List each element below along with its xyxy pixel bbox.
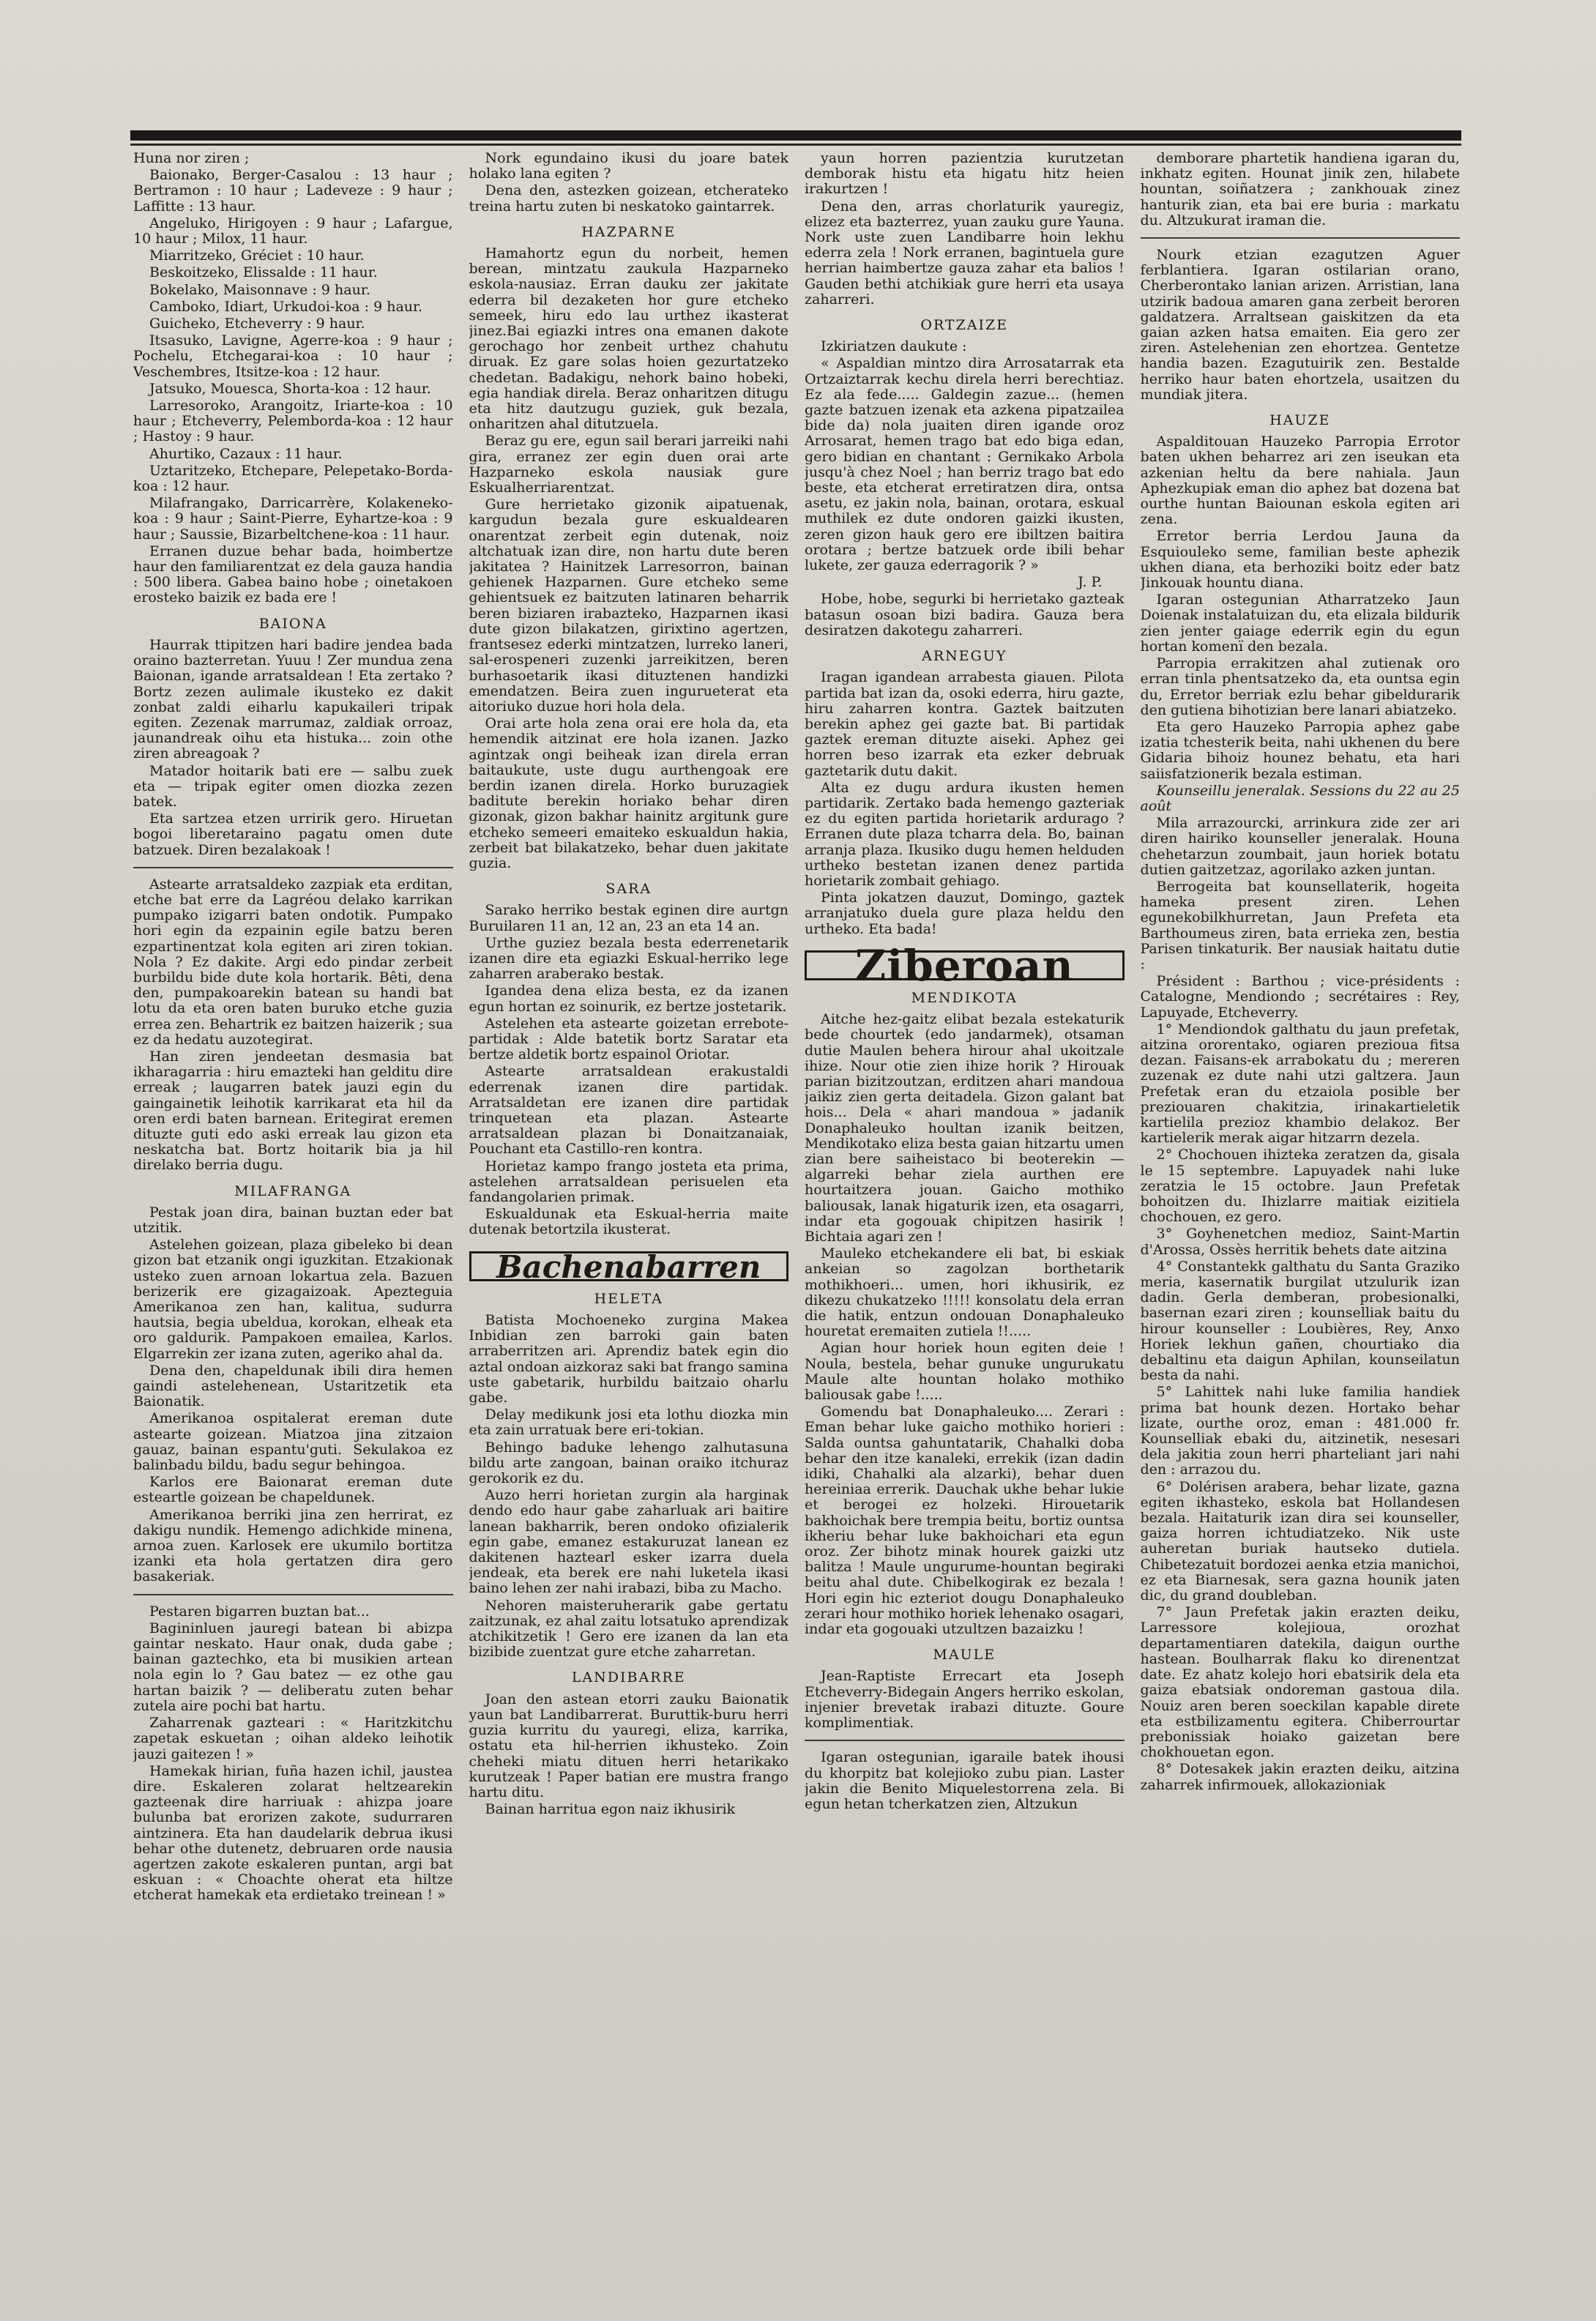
paragraph: Bokelako, Maisonnave : 9 haur. [149, 281, 370, 298]
paragraph: Beraz gu ere, egun sail berari jarreiki nahi gira, erranez zer egin duen orai arte Hazparneko eskola nausiak gure Eskualherriarentzat. [469, 433, 788, 496]
paragraph: Nehoren maisteruherarik gabe gertatu zaitzunak, ez ahal zaitu lotsatuko aprendizak atchikitzetik ! Gero ere izanen da lan eta bizibide zuentzat gure etche zaharretan. [469, 1597, 788, 1661]
columns [133, 151, 1460, 2292]
paragraph: Président : Barthou ; vice-présidents : Catalogne, Mendiondo ; secrétaires : Rey, Lapuyade, Etcheverry. [1140, 973, 1460, 1021]
paragraph: 7° Jaun Prefetak jakin erazten deiku, Larressore kolejioua, orozhat departamentiaren datekila, daigun ourthe hastean. Boulharrak flaku ko direnentzat date. Ez ahatz kolejo hori ebatsirik dela eta gaiza ebatsiak ondoreman gastoua dila. Nouiz aren beren soeckilan kapable direte eta estbilizamentu egitera. Chiberrourtar prebonissiak hoiako gaizetan bere chokhouetan egon. [1140, 1604, 1460, 1761]
paragraph: Sarako herriko bestak eginen dire aurtgn Buruilaren 11 an, 12 an, 23 an eta 14 an. [469, 902, 788, 934]
paragraph: Han ziren jendeetan desmasia bat ikharagarria : hiru emazteki han gelditu dire erreak ; laugarren batek jauzi egin du gaingainetik leihotik karrikarat eta hil da oren erdi baten barnean. Eritegirat eremen dituzte guti edo aski erreak lau gizon eta neskatcha bat. Bortz hoitarik bia ja hil direlako berria dugu. [133, 1048, 453, 1174]
paragraph: Astearte arratsaldeko zazpiak eta erditan, etche bat erre da Lagréou delako karrikan pumpako izigarri baten ondotik. Pumpako hori egin da ezpainin egile batzu beren ezpartinentzat kola egiten ari ziren tokian. Nola ? Ez dakite. Argi edo pindar zerbeit burbildu bide dute kola hortarik. Bêti, dena den, pumpakoarekin batean su handi bat lotu da eta oren baten buruko etche guzia errea zen. Behartrik ez baitzen haizerik ; sua ez da hedatu auzotegirat. [133, 876, 453, 1048]
paragraph: Haurrak ttipitzen hari badire jendea bada oraino bazterretan. Yuuu ! Zer mundua zena Baionan, igande arratsaldean ! Eta zertako ? Bortz zezen aulimale ikusteko ez dakit zonbat zaldi eiharlu kapukaileri tripak egiten. Zezenak marrumaz, zaldiak orroaz, jaunandreak oihu eta histuka... zoin othe ziren abreagoak ? [133, 636, 453, 762]
paragraph: Aspalditouan Hauzeko Parropia Errotor baten ukhen beharrez ari zen iseukan eta azkenian heltu da bere nahiala. Jaun Aphezkupiak eman dio aphez bat dozena bat ourthe huntan Baiounan eskola egiten ari zena. [1140, 433, 1460, 528]
paragraph: Izkiriatzen daukute : [821, 338, 967, 355]
paragraph: Eta gero Hauzeko Parropia aphez gabe izatia tchesterik beita, nahi ukhenen du bere Gidaria bihoiz hounez behatu, eta hari saiisfatzionerik bezala estiman. [1140, 718, 1460, 782]
section-heading: ARNEGUY [922, 648, 1007, 665]
paragraph: Gomendu bat Donaphaleuko.... Zerari : Eman behar luke gaicho mothiko horieri : Salda ountsa gahuntatarik, Chahalki doba behar den itze kanaleki, errekik (izan dadin idiki, Chahalki ala alzarki), behar duen hereiniaa errerik. Dauchak ukhe behar lukie et berogei ez holzeki. Hirouetarik bakhoichak bere trempia beitu, bortiz ountsa ikheriu behar luke bakhoichari eta egun oroz. Zer bihotz minak hourek gaizki utz balitza ! Maule ungurume-hountan begiraki beitu ahal dute. Chibelkogirak ez bezala ! Hori egin hic ezteriot dougu Donaphaleuko zerari hour mothiko horiek lehenako osagari, indar eta gogouaki utzultzen bazaizku ! [805, 1404, 1125, 1638]
paragraph: Uztaritzeko, Etchepare, Pelepetako-Borda-koa : 12 haur. [133, 462, 453, 495]
section-heading: LANDIBARRE [571, 1669, 686, 1686]
paragraph: Joan den astean etorri zauku Baionatik yaun bat Landibarrerat. Buruttik-buru herri guzia kurritu du yauregi, eliza, karrika, ostatu eta hil-herrien ikhusteko. Zoin cheheki miatu dituen herri hetarikako kurutzeak ! Paper batian ere mustra frango hartu ditu. [469, 1691, 788, 1800]
region-banner: Bachenabarren [469, 1251, 789, 1281]
paragraph: Kounseillu jeneralak. Sessions du 22 au 25 août [1140, 782, 1460, 814]
paragraph: Igaran ostegunian Atharratzeko Jaun Doienak instalatuizan du, eta elizala bildurik zien jenter gaiage ederrik egin du egun hortan komenï den bezala. [1140, 592, 1460, 655]
paragraph: Mauleko etchekandere eli bat, bi eskiak ankeian so zagolzan borthetarik mothikhoeri... umen, hori ikhusirik, ez dikezu chukatzeko !!!!! konsolatu dela erran die hatik, entzun ondouan Donaphaleuko houretat eremaiten zutiela !!..... [805, 1245, 1125, 1340]
column-4 [1141, 151, 1461, 2292]
paragraph: 2° Chochouen ihizteka zeratzen da, gisala le 15 septembre. Lapuyadek nahi luke zeratzia le 15 octobre. Jaun Prefetak bohoitzen du. Ihizlarre maitiak eizitiela chochouen, ez gero. [1140, 1147, 1460, 1226]
section-heading: HELETA [594, 1290, 663, 1307]
paragraph: Eta sartzea etzen urririk gero. Hiruetan bogoi liberetaraino pagatu omen dute batzuek. Diren bezalakoak ! [133, 811, 453, 858]
paragraph: Jean-Raptiste Errecart eta Joseph Etcheverry-Bidegain Angers herriko eskolan, injenier brevetak irabazi dituzte. Goure komplimentiak. [805, 1668, 1125, 1732]
section-heading: HAUZE [1269, 412, 1331, 429]
paragraph: Parropia errakitzen ahal zutienak oro erran tinla phentsatzeko da, eta ountsa egin du, Erretor berriak ezlu behar gibeldurarik den gutiena bihotizian bere lanari abiatzeko. [1140, 655, 1460, 718]
paragraph: Aitche hez-gaitz elibat bezala estekaturik bede chourtek (edo jandarmek), otsaman dutie Maulen behera hirour ahal ukoitzale ihize. Nour otie zien ihize horik ? Hirouak parian bizitzoutzan, erditzen ahari mandoua jaikiz zien gerta deitadela. Gizon galant bat hois... Dela « ahari mandoua » jadanik Donaphaleuko houltan izanik beitzen, Mendikotako eliza besta gaian hitzartu umen zian bere saiheistaco bi beoterekin — algarreki behar ziela aurthen ere hourtaitzera jouan. Gaicho mothiko baliousak, lanak higaturik izen, eta osagarri, indar eta gogouak chipitzen hasirik ! Bichtaia agari zen ! [805, 1011, 1125, 1245]
paragraph: Ahurtiko, Cazaux : 11 haur. [149, 445, 343, 462]
paragraph: Karlos ere Baionarat ereman dute esteartle goizean be chapeldunek. [133, 1474, 453, 1506]
paragraph: Guicheko, Etcheverry : 9 haur. [149, 316, 365, 332]
paragraph: Miarritzeko, Gréciet : 10 haur. [149, 247, 365, 264]
paragraph: Matador hoitarik bati ere — salbu zuek eta — tripak egiter omen diozka zezen batek. [133, 762, 453, 810]
paragraph: Jatsuko, Mouesca, Shorta-koa : 12 haur. [149, 380, 431, 397]
section-heading: MAULE [933, 1647, 996, 1664]
section-heading: BAIONA [258, 615, 327, 632]
paragraph: Dena den, chapeldunak ibili dira hemen gaindi astelehenean, Ustaritzetik eta Baionatik. [133, 1362, 453, 1410]
paragraph: Delay medikunk josi eta lothu diozka min eta zain urratuak bere eri-tokian. [469, 1407, 788, 1439]
paragraph: Bagininluen jauregi batean bi abizpa gaintar neskato. Haur onak, duda gabe ; bainan gaztechko, eta bi musikien artean nola egin lo ? Gau batez — ez othe gau hartan baizik ? — deliberatu zuten behar zutela aire pochi bat hartu. [133, 1620, 453, 1714]
paragraph: 4° Constantekk galthatu du Santa Graziko meria, kasernatik burgilat utzulurik izan dadin. Gerla demberan, probesionalki, basernan ezari ziren ; kounselliak baitu du hirour kounseller : Loubières, Rey, Anxo Horiek lekhun gañen, chourtiako dia debaltinu eta daigun Aphilan, kounseilatun besta da nahi. [1140, 1258, 1460, 1384]
paragraph: Milafrangako, Darricarrère, Kolakeneko-koa : 9 haur ; Saint-Pierre, Eyhartze-koa : 9 haur ; Saussie, Bizarbeltchene-koa : 11 haur. [133, 495, 453, 543]
paragraph: demborare phartetik handiena igaran du, inkhatz egiten. Hounat jinik zen, hilabete hountan, soiñatzera ; zankhouak zinez hanturik zian, eta bai ere buria : markatu du. Altzukurat iraman die. [1140, 151, 1460, 228]
section-heading: ORTZAIZE [920, 317, 1009, 334]
paragraph: yaun horren pazientzia kurutzetan demborak histu eta higatu hitz heien irakurtzen ! [805, 151, 1125, 198]
column-3 [805, 151, 1125, 2292]
paragraph: Eskualdunak eta Eskual-herria maite dutenak betortzila ikusterat. [469, 1206, 788, 1238]
paragraph: Amerikanoa ospitalerat ereman dute astearte goizean. Miatzoa jina zitzaion gauaz, bainan espantu'guti. Sekulakoa ez balinbadu bildu, badu segur behingoa. [133, 1410, 453, 1474]
paragraph: Itsasuko, Lavigne, Agerre-koa : 9 haur ; Pochelu, Etchegarai-koa : 10 haur ; Veschembres, Itsitze-koa : 12 haur. [133, 332, 453, 380]
paragraph: Hobe, hobe, segurki bi herrietako gazteak batasun osoan bizi badira. Gauza bera desiratzen dakotegu zaharreri. [805, 591, 1125, 638]
column-2 [469, 151, 789, 2292]
paragraph: « Aspaldian mintzo dira Arrosatarrak eta Ortzaiztarrak kechu direla herri berechtiaz. Ez ala fede..... Galdegin zazue... (hemen gazte batzuen izenak eta azkena pipatzailea bide da) nola juaiten diren igande oroz Arrosarat, hemen trago bat edo biga edan, gero bidian en chantant : Gernikako Arbola jusqu'à chez Noel ; han berriz trago bat edo beste, eta etcherat erretiratzen dira, ontsa asetu, ez jakin nola, bainan, orotara, eskual muthilek ez dute ondoren gaizki ikusten, zeren gizon hauk gero ere ibiltzen baitira orotara ; bertze batzuek orde ibili behar lukete, zer gauza ederragorik ? » [805, 355, 1125, 574]
paragraph: Orai arte hola zena orai ere hola da, eta hemendik aitzinat ere hola izanen. Jazko agintzak ongi beiheak izan direla erran baitaukute, uste dugu aurthengoak ere berdin izanen direla. Horko buruzagiek baditute berekin horiako behar diren gizonak, gizon bakhar hainitz argitunk gure etcheko semeeri emaiteko eskualdun hakia, zerbeit bat bilakatzeko, behar duen jakitate guzia. [469, 715, 788, 871]
paragraph: Berrogeita bat kounsellaterik, hogeita hameka present ziren. Lehen egunekobilkhurretan, Jaun Prefeta eta Barthoumeus ziren, bata errieka zen, bestia Parisen tinkaturik. Ber nausiak haitatu dutie : [1140, 878, 1460, 972]
paragraph: Nourk etzian ezagutzen Aguer ferblantiera. Igaran ostilarian orano, Cherberontako lanian arizen. Arristian, lana utzirik badoua amaren gana zerbeit beroren galdatzera. Arraltsean gaiskitzen da eta gaian azken hatsa emaiten. Eia gero zer ziren. Astelehenian zen ehortzea. Gentetze handia bazen. Ezagutuirik zen. Bestalde herriko haur baten ehortzela, usaitzen du mundiak jitera. [1140, 247, 1460, 403]
paragraph: Mila arrazourcki, arrinkura zide zer ari diren hairiko kounseller jeneralak. Houna chehetarzun zoumbait, jaun horiek botatu dutien gaitzetzaz, agorilako azken juntan. [1140, 815, 1460, 878]
paragraph: Larresoroko, Arangoitz, Iriarte-koa : 10 haur ; Etcheverry, Pelemborda-koa : 12 haur ; Hastoy : 9 haur. [133, 398, 453, 445]
section-heading: MENDIKOTA [911, 989, 1018, 1006]
paragraph: 8° Dotesakek jakin erazten deiku, aitzina zaharrek infirmouek, allokazioniak [1140, 1761, 1460, 1793]
top-rule [130, 130, 1461, 141]
paragraph: 3° Goyhenetchen medioz, Saint-Martin d'Arossa, Ossès herritik behets date aitzina [1140, 1226, 1460, 1258]
paragraph: Amerikanoa berriki jina zen herrirat, ez dakigu nundik. Hemengo adichkide minena, arnoa zuen. Karlosek ere ukumilo bortitza izanki eta hola gertatzen dira gero basakeriak. [133, 1506, 453, 1585]
paragraph: Erretor berria Lerdou Jauna da Esquiouleko seme, familian beste aphezik ukhen diana, eta berhoziki boitz eder batz Jinkouak hountu diana. [1140, 528, 1460, 592]
paragraph: Batista Mochoeneko zurgina Makea Inbidian zen barroki gain baten arraberritzen ari. Aprendiz batek egin dio aztal ondoan aizkoraz saki bat frango samina uste gabetarik, hurbildu baitzaio oharlu gabe. [469, 1312, 788, 1407]
paragraph: Alta ez dugu ardura ikusten hemen partidarik. Zertako bada hemengo gazteriak ez du egiten partida horietarik ardurago ? Erranen dute plaza tcharra dela. Bo, bainan arranja plaza. Ikusiko dugu hemen helduden urtheko bestetan izanen denez partida horietarik zombait gehiago. [805, 779, 1125, 889]
paragraph: Camboko, Idiart, Urkudoi-koa : 9 haur. [149, 298, 423, 315]
separator [133, 867, 453, 868]
section-heading: MILAFRANGA [234, 1182, 352, 1199]
paragraph: Auzo herri horietan zurgin ala harginak dendo edo haur gabe zaharluak ari baitire lanean bakharrik, beren ondoko ofizialerik egin gabe, emanez estakuruzat lanean ez dakitenen haztearl esker izarra duela jendeak, eta berek ere nahi luketela ikasi baino lehen zer nahi irabazi, biba zu Macho. [469, 1487, 788, 1597]
paragraph: Pinta jokatzen dauzut, Domingo, gaztek arranjatuko duela gure plaza heldu den urtheko. Eta bada! [805, 890, 1125, 937]
column-1 [133, 151, 453, 2292]
paragraph: Urthe guziez bezala besta ederrenetarik izanen dire eta egiazki Eskual-herriko lege zaharren araberako bestak. [469, 934, 788, 983]
paragraph: 5° Lahittek nahi luke familia handiek prima bat hounk dezen. Hortako behar lizate, ourthe oroz, eman : 481.000 fr. Kounselliak ebaki du, aitzinetik, nesesari dela jakitia zoun herri pharteliant jari nahi den : arrazou du. [1140, 1384, 1460, 1478]
paragraph: Igandea dena eliza besta, ez da izanen egun hortan ez soinurik, ez bertze jostetarik. [469, 983, 788, 1015]
paragraph: Baionako, Berger-Casalou : 13 haur ; Bertramon : 10 haur ; Ladeveze : 9 haur ; Laffitte : 13 haur. [133, 167, 453, 215]
paragraph: Pestaren bigarren buztan bat... [149, 1603, 370, 1620]
section-heading: HAZPARNE [581, 223, 676, 240]
paragraph: Erranen duzue behar bada, hoimbertze haur den familiarentzat ez dela gauza handia : 500 libera. Gabea baino hobe ; oinetakoen erosteko baizik ez bada ere ! [133, 543, 453, 606]
paragraph: Astelehen goizean, plaza gibeleko bi dean gizon bat etzanik ongi iguzkitan. Etzakionak usteko zuen arnoan lokartua zela. Bazuen berizerik ere gizagaizoak. Apezteguia Amerikanoa zen han, kalitua, sudurra hautsia, begia ubeldua, korokan, elheak eta oro galdurik. Pampakoen emailea, Karlos. Elgarrekin zer izana zuten, ageriko ahal da. [133, 1237, 453, 1362]
paragraph: 1° Mendiondok galthatu du jaun prefetak, aitzina ororentako, ogiaren prezioua fitsa dezan. Faisans-ek arrabokatu du ; mereren zuzenak ez dute nahi utzi galtzera. Jaun Prefetak eran du etzaiola posible ber preziouaren chakitzia, irinakartieletik kartielila prezioz khambio delakoz. Ber kartielerik merak aigar hitzarrn dezela. [1140, 1021, 1460, 1147]
paragraph: Dena den, astezken goizean, etcherateko treina hartu zuten bi neskatoko gaintarrek. [469, 182, 788, 215]
separator [805, 1740, 1125, 1741]
paragraph: Angeluko, Hirigoyen : 9 haur ; Lafargue, 10 haur ; Milox, 11 haur. [133, 215, 453, 247]
paragraph: Dena den, arras chorlaturik yauregiz, elizez eta bazterrez, yuan zauku gure Yauna. Nork uste zuen Landibarre hoin lekhu ederra zela ! Nork erranen, bagintuela gure herrian haimbertze gauza zahar eta balios ! Gauden bethi atchikiak gure herri eta usaya zaharreri. [805, 198, 1125, 308]
paragraph: Hamekak hirian, fuña hazen ichil, jaustea dire. Eskaleren zolarat heltzearekin gazteenak dire harriuak : ahizpa joare bulunba bat erorizen zakote, sudurraren aintzinera. Eta han daudelarik debrua ikusi behar othe dutenetz, debruaren orde nausia agertzen zakote eskaleren puntan, argi bat eskuan : « Choachte oherat eta hiltze etcherat hamekak eta erdietako treinean ! » [133, 1762, 453, 1904]
region-banner: Ziberoan [805, 950, 1125, 980]
signature: J. P. [1078, 574, 1103, 591]
section-heading: SARA [605, 881, 652, 898]
separator [1141, 237, 1461, 239]
paragraph: Iragan igandean arrabesta giauen. Pilota partida bat izan da, osoki ederra, hiru gazte, hiru zaharren kontra. Gaztek baitzuten berekin aphez gei gazte bat. Bi partidak gaztek ereman dituzte aiseki. Aphez gei horren beso izarrak eta ezker debruak gaztetarik dutu dakit. [805, 669, 1125, 779]
paragraph: Agian hour horiek houn egiten deie ! Noula, bestela, behar gunuke ungurukatu Maule alte hountan holako mothiko baliousak gabe !..... [805, 1340, 1125, 1404]
paragraph: Gure herrietako gizonik aipatuenak, kargudun bezala gure eskualdearen onarentzat zerbeit egin dutenak, noiz altchatuak izan dire, non hartu dute beren jakitatea ? Hainitzek Larresorron, bainan gehienek Hazparnen. Gure etcheko seme gehientsuek ez baitzuten latinaren beharrik beren biziaren irabazteko, Hazparnen ikasi dute gizon bilakatzen, girixtino agertzen, frantsesez ederki mintzatzen, lurreko laneri, sal-erospeneri zuzenki jarreikitzen, beren burhasoetarik ikasi dituztenen handizki emendatzen. Beira zuen ingurueterat eta aitoriuko duzue hori hola dela. [469, 496, 788, 715]
paragraph: Zaharrenak gazteari : « Haritzkitchu zapetak eskuetan ; oihan aldeko leihotik jauzi gaitezen ! » [133, 1715, 453, 1762]
paragraph: Hamahortz egun du norbeit, hemen berean, mintzatu zaukula Hazparneko eskola-nausiaz. Erran dauku zer jakitate ederra bil dezaketen hor gure etcheko semeek, hiru edo lau urthez ikasterat jinez.Bai egiazki intres ona emanen dakote gerochago hor zenbeit urthez chahutu diruak. Ez gare solas hoien gezurtatzeko chedetan. Badakigu, nehork baino hobeki, egia handiak direla. Beraz onharitzen ditugu eta hitz dautzugu guziek, guk bezala, onharitzen ahal ditutzuela. [469, 245, 788, 433]
paragraph: Nork egundaino ikusi du joare batek holako lana egiten ? [469, 151, 788, 182]
paragraph: Bainan harritua egon naiz ikhusirik [485, 1801, 736, 1818]
paragraph: 6° Dolérisen arabera, behar lizate, gazna egiten ikhasteko, eskola bat Hollandesen bezala. Haitaturik izan dira sei kounseller, gaiza horren ichtudiatzeko. Nik uste auheretan buriak hautseko dutiela. Chibetezatuit bordozei aenka etzia manichoi, ez eta Biarnesak, sera gazna hounik jaten dic, du grand doubleban. [1140, 1478, 1460, 1604]
paragraph: Astelehen eta astearte goizetan errebote-partidak : Alde batetik bortz Saratar eta bertze aldetik bortz espainol Oriotar. [469, 1015, 788, 1063]
paragraph: Horietaz kampo frango josteta eta prima, astelehen arratsaldean perisuelen eta fandangolarien primak. [469, 1158, 788, 1205]
paragraph: Pestak joan dira, bainan buztan eder bat utzitik. [133, 1204, 453, 1236]
paragraph: Behingo baduke lehengo zalhutasuna bildu arte zangoan, bainan oraiko itchuraz gerokorik ez du. [469, 1439, 788, 1487]
separator [133, 1594, 453, 1595]
paragraph: Huna nor ziren ; [133, 151, 250, 166]
paragraph: Igaran ostegunian, igaraile batek ihousi du khorpitz bat kolejioko zubu pian. Laster jakin die Benito Miquelestorrena zela. Bi egun hetan tcherkatzen zien, Altzukun [805, 1749, 1125, 1812]
paragraph: Astearte arratsaldean erakustaldi ederrenak izanen dire partidak. Arratsaldetan ere izanen dire partidak trinquetean eta plazan. Astearte arratsaldean plazan bi Donaitzanaiak, Pouchant eta Castillo-ren kontra. [469, 1063, 788, 1158]
paragraph: Beskoitzeko, Elissalde : 11 haur. [149, 264, 378, 281]
